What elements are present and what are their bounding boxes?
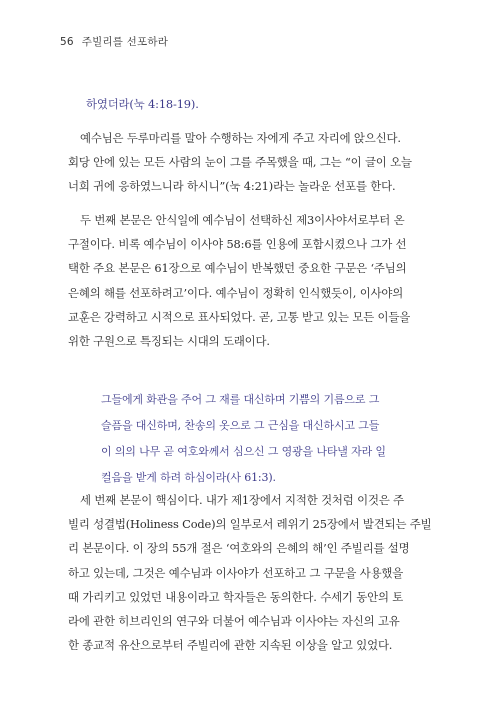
quote-continuation [86, 92, 199, 116]
paragraph-2 [68, 208, 436, 353]
text-line: 빌리 성결법(Holiness Code)의 일부로서 레위기 25장에서 발견되는 주빌 [68, 517, 432, 532]
text-line: 두 번째 본문은 안식일에 예수님이 선택하신 제3이사야서로부터 온 [80, 213, 405, 227]
quote-line: 슬픔을 대신하며, 찬송의 옷으로 그 근심을 대신하시고 그들 [101, 419, 380, 432]
quote-line: 그들에게 화관을 주어 그 재를 대신하며 기쁨의 기름으로 그 [101, 393, 380, 406]
text-line: 구절이다. 비록 예수님이 이사야 58:6를 인용에 포함시켰으나 그가 선 [68, 237, 407, 252]
text-line: 때 가리키고 있었던 내용이라고 학자들은 동의한다. 수세기 동안의 토 [68, 589, 404, 604]
text-line: 회당 안에 있는 모든 사람의 눈이 그를 주목했을 때, 그는 “이 글이 오늘 [68, 155, 412, 170]
text-line: 교훈은 강력하고 시적으로 표사되었다. 곧, 고통 받고 있는 모든 이들을 [68, 309, 411, 324]
text-line: 은혜의 해를 선포하려고’이다. 예수님이 정확히 인식했듯이, 이사야의 [68, 285, 404, 300]
text-line: 리 본문이다. 이 장의 55개 절은 ‘여호와의 은혜의 해’인 주빌리를 설명 [68, 541, 410, 556]
text-line: 위한 구원으로 특징되는 시대의 도래이다. [68, 334, 270, 349]
paragraph-1 [68, 126, 436, 199]
paragraph-3 [68, 488, 436, 657]
text-line: 너희 귀에 응하였느니라 하시니”(눅 4:21)라는 놀라운 선포를 한다. [68, 179, 396, 194]
quote-line: 컬음을 받게 하려 하심이라(사 61:3). [101, 471, 276, 484]
text-line: 택한 주요 본문은 61장으로 예수님이 반복했던 중요한 구문은 ‘주님의 [68, 261, 407, 276]
running-title: 주빌리를 선포하라 [81, 36, 169, 48]
quote-line: 이 의의 나무 곧 여호와께서 심으신 그 영광을 나타낼 자라 일 [101, 445, 386, 458]
page-number: 56 [60, 36, 74, 48]
running-header [60, 34, 168, 49]
block-quote [101, 387, 431, 491]
text-line: 라에 관한 히브리인의 연구와 더불어 예수님과 이사야는 자신의 고유 [68, 614, 400, 629]
text-line: 하고 있는데, 그것은 예수님과 이사야가 선포하고 그 구문을 사용했을 [68, 565, 404, 580]
text-line: 세 번째 본문이 핵심이다. 내가 제1장에서 지적한 것처럼 이것은 주 [80, 493, 404, 507]
continued-line: 하였더라(눅 4:18-19). [86, 97, 199, 111]
text-line: 예수님은 두루마리를 말아 수행하는 자에게 주고 자리에 앉으신다. [80, 131, 401, 145]
text-line: 한 종교적 유산으로부터 주빌리에 관한 지속된 이상을 알고 있었다. [68, 638, 393, 653]
